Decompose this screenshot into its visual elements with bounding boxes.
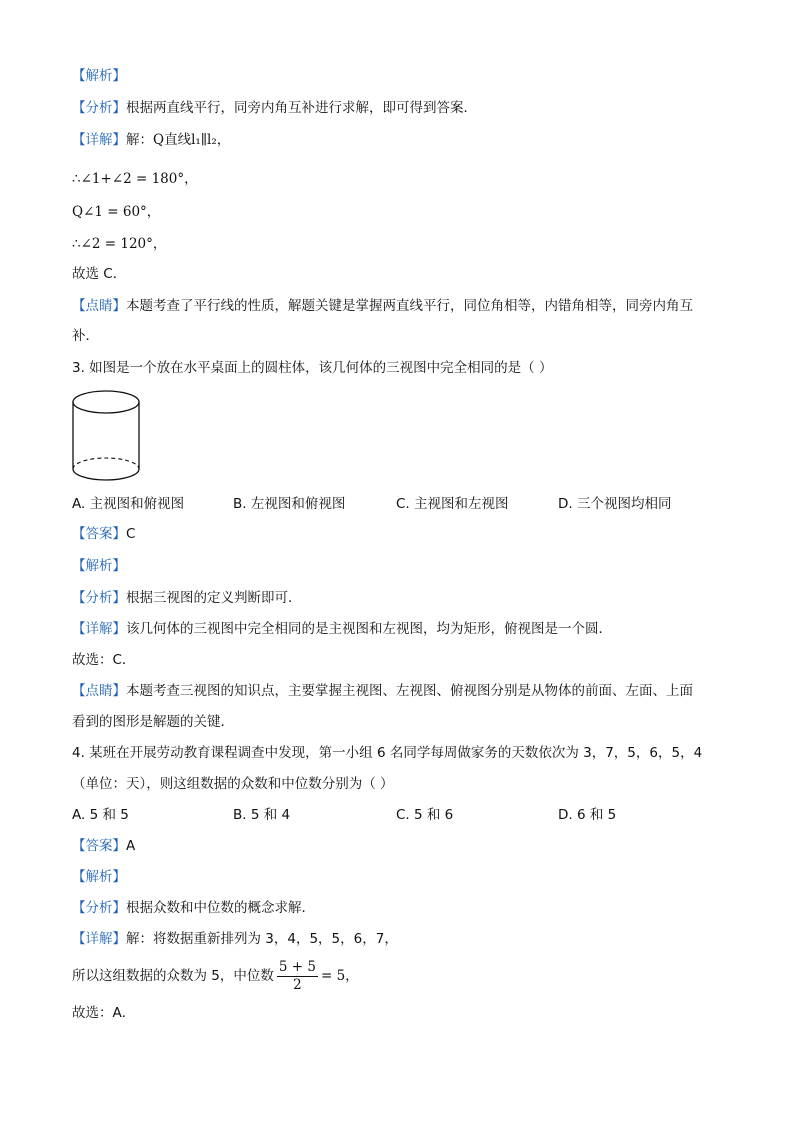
median-suffix: = 5， [320,968,359,984]
q3-jiexi-heading: 【解析】 [72,558,126,574]
q4-median-line [72,956,359,996]
q3-answer-line [72,524,135,544]
detail-tag: 【详解】 [72,931,126,947]
answer-value: C [126,526,136,542]
detail-text: 解：Q直线l₁∥l₂， [126,132,231,148]
q3-option-a: A. 主视图和俯视图 [72,496,185,512]
step-3: ∴∠2 = 120°， [72,236,167,252]
q3-remark-line-2: 看到的图形是解题的关键． [72,714,234,730]
fraction-numerator: 5 + 5 [278,958,316,975]
detail-tag: 【详解】 [72,132,126,148]
q3-option-b: B. 左视图和俯视图 [233,496,346,512]
detail-text: 该几何体的三视图中完全相同的是主视图和左视图，均为矩形，俯视图是一个圆． [126,621,612,637]
q3-option-d: D. 三个视图均相同 [558,496,672,512]
analysis-tag: 【分析】 [72,100,126,116]
detail-text: 解：将数据重新排列为 3，4，5，5，6，7， [126,931,398,947]
remark-tag: 【点睛】 [72,298,126,314]
q3-option-c: C. 主视图和左视图 [396,496,509,512]
q3-detail-line [72,619,612,639]
median-prefix: 所以这组数据的众数为 5，中位数 [72,968,274,984]
answer-tag: 【答案】 [72,526,126,542]
cylinder-figure [70,389,142,485]
median-fraction [277,959,318,994]
q4-analysis-line [72,898,315,918]
remark-text: 本题考查三视图的知识点，主要掌握主视图、左视图、俯视图分别是从物体的前面、左面、上面 [126,683,693,699]
choice-line: 故选 C． [72,266,127,282]
q4-option-d: D. 6 和 5 [558,807,617,823]
fraction-denominator: 2 [293,976,302,993]
step-1: ∴∠1+∠2 = 180°， [72,171,198,187]
answer-value: A [126,838,136,854]
analysis-text: 根据三视图的定义判断即可． [126,590,302,606]
q4-option-c: C. 5 和 6 [396,807,454,823]
analysis-text: 根据两直线平行，同旁内角互补进行求解，即可得到答案． [126,100,477,116]
q4-jiexi-heading: 【解析】 [72,869,126,885]
detail-line [72,130,230,150]
q3-remark-line [72,681,693,701]
remark-line [72,296,693,316]
remark-line-2: 补． [72,328,99,344]
remark-text: 本题考查了平行线的性质，解题关键是掌握两直线平行，同位角相等，内错角相等，同旁内角互 [126,298,693,314]
step-2: Q∠1 = 60°， [72,204,161,220]
question-4-line-2: （单位：天），则这组数据的众数和中位数分别为（ ） [72,776,394,792]
remark-tag: 【点睛】 [72,683,126,699]
q4-choice-line: 故选：A． [72,1005,136,1021]
q4-answer-line [72,836,135,856]
question-3: 3. 如图是一个放在水平桌面上的圆柱体，该几何体的三视图中完全相同的是（ ） [72,360,553,376]
q4-detail-line [72,929,398,949]
analysis-tag: 【分析】 [72,590,126,606]
question-4-line-1: 4. 某班在开展劳动教育课程调查中发现，第一小组 6 名同学每周做家务的天数依次为 3，7，5，6，5，4 [72,745,703,761]
q4-option-b: B. 5 和 4 [233,807,291,823]
answer-tag: 【答案】 [72,838,126,854]
q4-option-a: A. 5 和 5 [72,807,129,823]
jiexi-heading: 【解析】 [72,68,126,84]
q3-analysis-line [72,588,302,608]
analysis-tag: 【分析】 [72,900,126,916]
detail-tag: 【详解】 [72,621,126,637]
analysis-text: 根据众数和中位数的概念求解． [126,900,315,916]
analysis-line [72,98,477,118]
q3-choice-line: 故选：C． [72,652,136,668]
